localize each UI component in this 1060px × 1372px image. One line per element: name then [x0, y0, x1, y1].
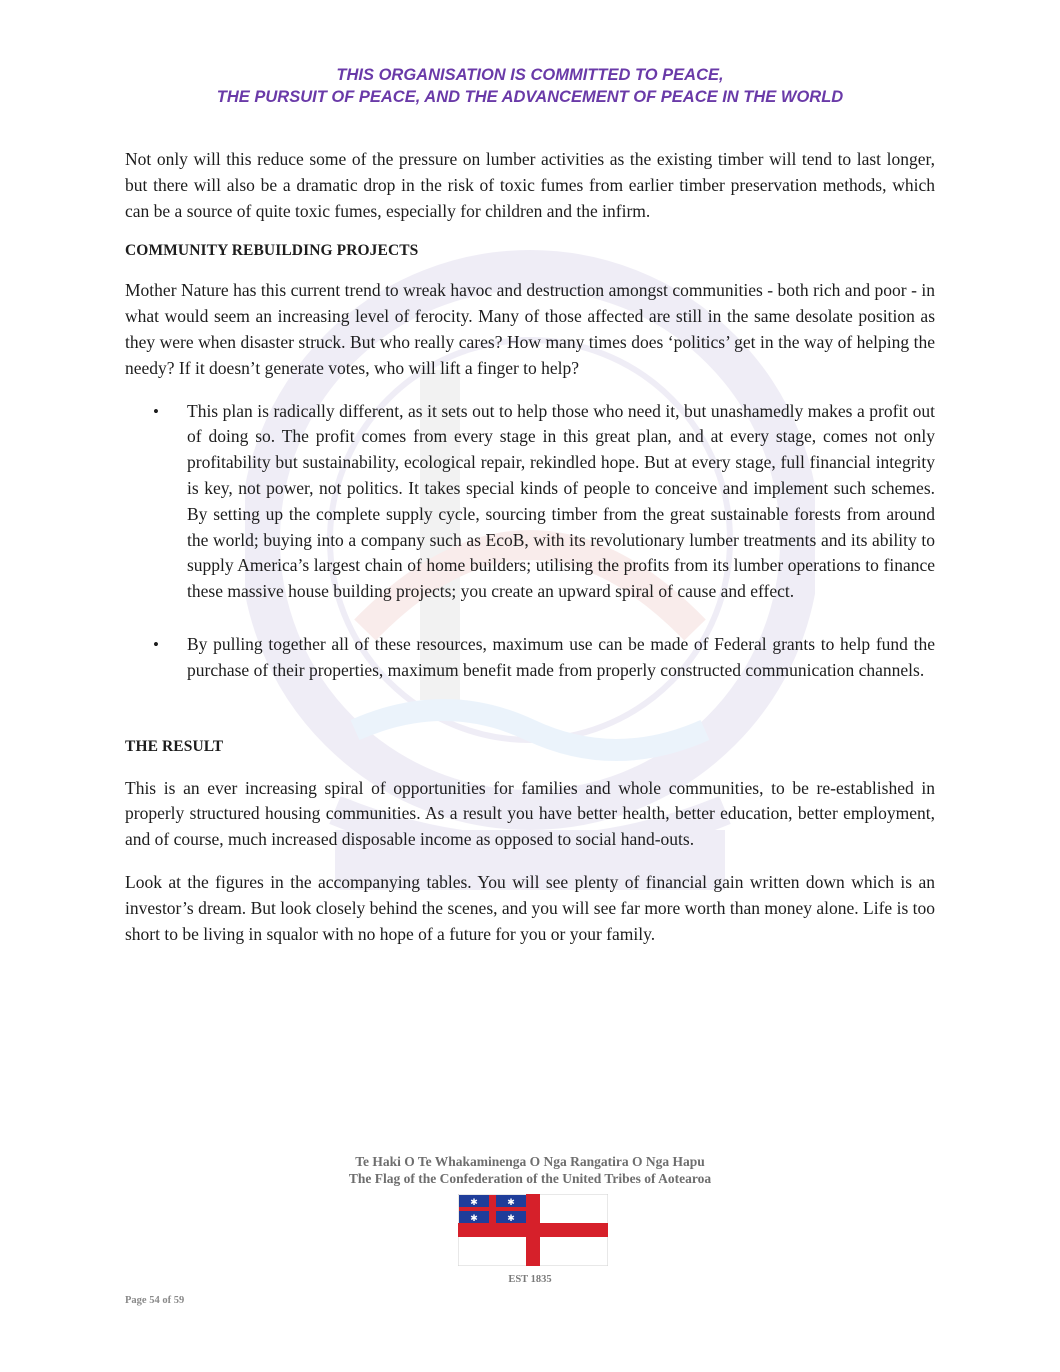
section-heading-community-rebuilding: COMMUNITY REBUILDING PROJECTS	[125, 242, 419, 260]
bullet-text: By pulling together all of these resources, maximum use can be made of Federal grants to help fund the purchase of their properties, maximum benefit made from properly constructed communication channels.	[187, 633, 935, 680]
svg-text:✱: ✱	[470, 1214, 478, 1224]
header-line-2: THE PURSUIT OF PEACE, AND THE ADVANCEMENT OF PEACE IN THE WORLD	[216, 88, 844, 106]
result-paragraph-1: This is an ever increasing spiral of opportunities for families and whole communities, to be re-established in properly structured housing communities. As a result you have better health, better education, better employment, and of course, much increased disposable income as opposed to social hand-outs.	[125, 777, 935, 850]
header-line-1: THIS ORGANISATION IS COMMITTED TO PEACE,	[336, 66, 724, 84]
section-heading-the-result: THE RESULT	[125, 737, 224, 755]
list-item	[125, 632, 935, 684]
svg-text:✱: ✱	[470, 1198, 478, 1208]
united-tribes-flag-icon	[458, 1194, 608, 1266]
bullet-list	[125, 399, 935, 684]
result-paragraph-2: Look at the figures in the accompanying tables. You will see plenty of financial gain written down which is an investor’s dream. But look closely behind the scenes, and you will see far more worth than money alone. Life is too short to be living in squalor with no hope of a future for you or your family.	[125, 871, 935, 944]
bullet-icon: •	[153, 401, 159, 421]
document-body	[125, 147, 935, 947]
established-label: EST 1835	[508, 1274, 552, 1285]
bullet-icon: •	[153, 634, 159, 654]
intro-paragraph: Not only will this reduce some of the pressure on lumber activities as the existing timber will tend to last longer, but there will also be a dramatic drop in the risk of toxic fumes from earlier timber preservation methods, which can be a source of quite toxic fumes, especially for children and the infirm.	[125, 149, 935, 221]
list-item	[125, 399, 935, 605]
page-header	[0, 64, 1060, 108]
footer-line-2: The Flag of the Confederation of the United Tribes of Aotearoa	[348, 1171, 712, 1186]
svg-text:✱: ✱	[507, 1198, 515, 1208]
page-number: Page 54 of 59	[125, 1295, 185, 1306]
svg-text:✱: ✱	[507, 1214, 515, 1224]
footer-line-1: Te Haki O Te Whakaminenga O Nga Rangatira O Nga Hapu	[355, 1154, 705, 1169]
page-footer	[0, 1153, 1060, 1187]
bullet-text: This plan is radically different, as it sets out to help those who need it, but unashamedly makes a profit out of doing so. The profit comes from every stage in this great plan, and at every stage, comes not only profitability but sustainability, ecological repair, rekindled hope. But at every stage, full financial integrity is key, not power, not politics. It takes special kinds of people to conceive and implement such schemes. By setting up the complete supply cycle, sourcing timber from the great sustainable forests from around the world; buying into a company such as EcoB, with its revolutionary lumber treatments and its ability to supply America’s largest chain of home builders; utilising the profits from its lumber operations to finance these massive house building projects; you create an upward spiral of cause and effect.	[187, 400, 935, 602]
community-paragraph: Mother Nature has this current trend to wreak havoc and destruction amongst communities - both rich and poor - in what would seem an increasing level of ferocity. Many of those affected are still in the same desolate position as they were when disaster struck. But who really cares? How many times does ‘politics’ get in the way of helping the needy? If it doesn’t generate votes, who will lift a finger to help?	[125, 280, 935, 378]
